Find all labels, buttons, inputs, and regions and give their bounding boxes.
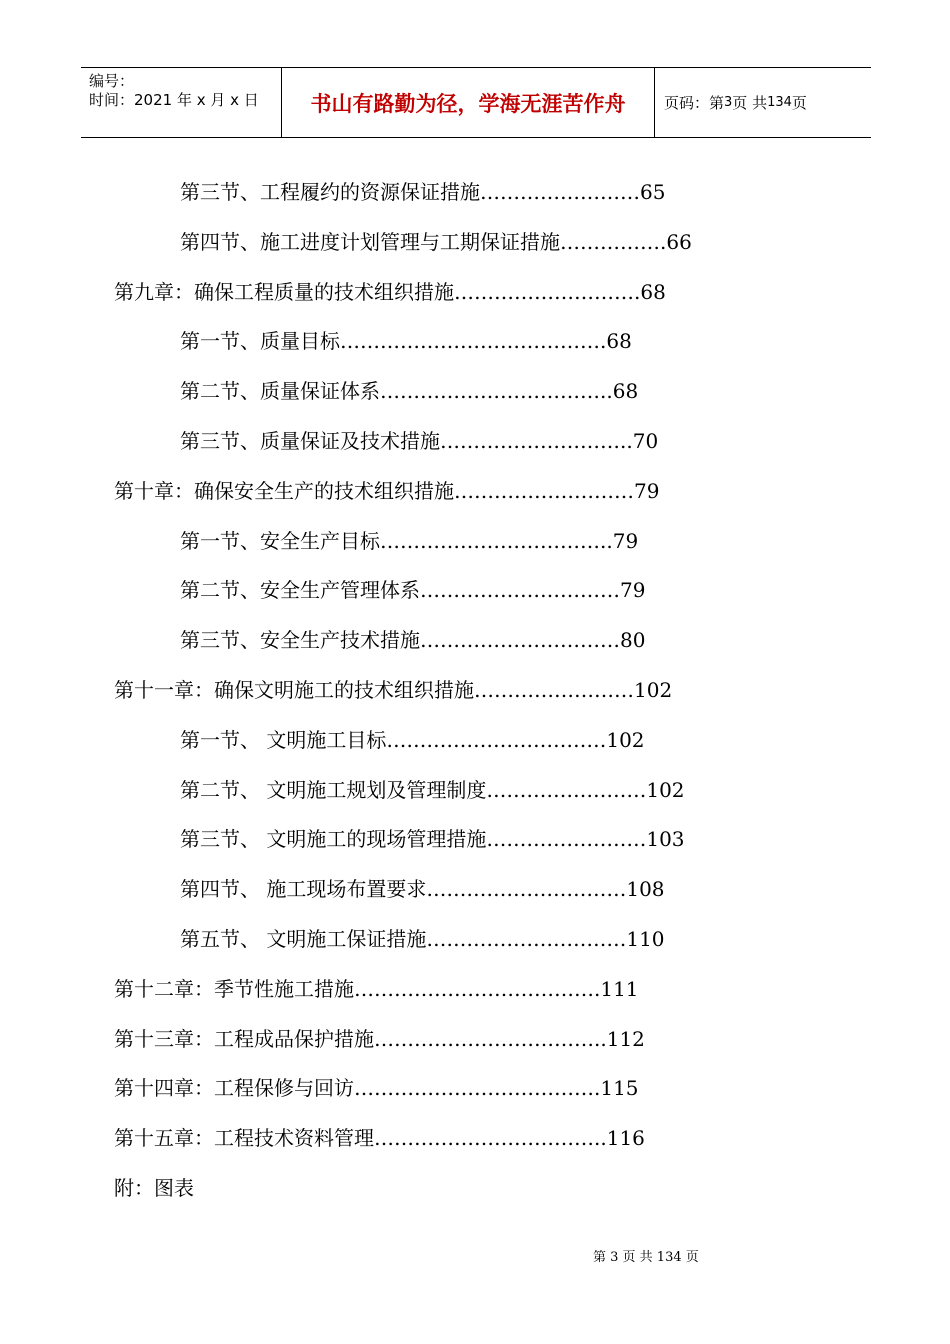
toc-chapter-entry: 第十二章：季节性施工措施……………………………….111 — [114, 976, 639, 1001]
toc-section-entry: 第三节、 文明施工的现场管理措施……………………103 — [180, 827, 685, 852]
document-time: 时间：2021 年 x 月 x 日 — [89, 91, 259, 109]
toc-section-entry: 第五节、 文明施工保证措施…………………………110 — [180, 926, 665, 951]
toc-chapter-entry: 第九章：确保工程质量的技术组织措施……………………….68 — [114, 279, 666, 304]
header-meta — [81, 68, 282, 137]
page-total: 134 — [767, 95, 792, 110]
toc-section-entry: 第四节、施工进度计划管理与工期保证措施…………….66 — [180, 229, 692, 254]
toc-section-entry: 第一节、质量目标………………………………….68 — [180, 329, 632, 354]
toc-chapter-entry: 第十一章：确保文明施工的技术组织措施……………………102 — [114, 677, 673, 702]
toc-chapter-entry: 第十章：确保安全生产的技术组织措施………………………79 — [114, 478, 660, 503]
toc-section-entry: 第一节、安全生产目标……………………………..79 — [180, 528, 639, 553]
toc-section-entry: 第四节、 施工现场布置要求…………………………108 — [180, 877, 665, 902]
toc-chapter-entry: 第十四章：工程保修与回访……………………………….115 — [114, 1076, 639, 1101]
toc-section-entry: 第二节、 文明施工规划及管理制度……………………102 — [180, 777, 685, 802]
toc-section-entry: 第三节、安全生产技术措施…………………………80 — [180, 628, 646, 653]
page-prefix: 页码：第 — [664, 94, 725, 112]
toc-section-entry: 第三节、工程履约的资源保证措施……………………65 — [180, 180, 666, 204]
document-number-label: 编号： — [89, 72, 135, 90]
toc-section-entry: 第二节、质量保证体系……………………………..68 — [180, 379, 639, 404]
page-header — [81, 67, 871, 138]
footer-page-number: 第 3 页 共 134 页 — [593, 1250, 699, 1265]
toc-chapter-entry: 第十三章：工程成品保护措施……………………………..112 — [114, 1026, 645, 1051]
page-mid: 页 共 — [732, 94, 768, 112]
table-of-contents — [0, 170, 950, 1216]
toc-section-entry: 第三节、质量保证及技术措施………………………..70 — [180, 428, 659, 453]
header-motto: 书山有路勤为径，学海无涯苦作舟 — [282, 68, 655, 137]
toc-chapter-entry: 附：图表 — [114, 1175, 194, 1200]
page-current: 3 — [724, 95, 733, 110]
header-page-number — [655, 68, 871, 137]
toc-section-entry: 第二节、安全生产管理体系…………………………79 — [180, 578, 646, 603]
page-suffix: 页 — [791, 94, 807, 112]
toc-chapter-entry: 第十五章：工程技术资料管理……………………………..116 — [114, 1126, 645, 1151]
toc-section-entry: 第一节、 文明施工目标……………………………102 — [180, 727, 645, 752]
